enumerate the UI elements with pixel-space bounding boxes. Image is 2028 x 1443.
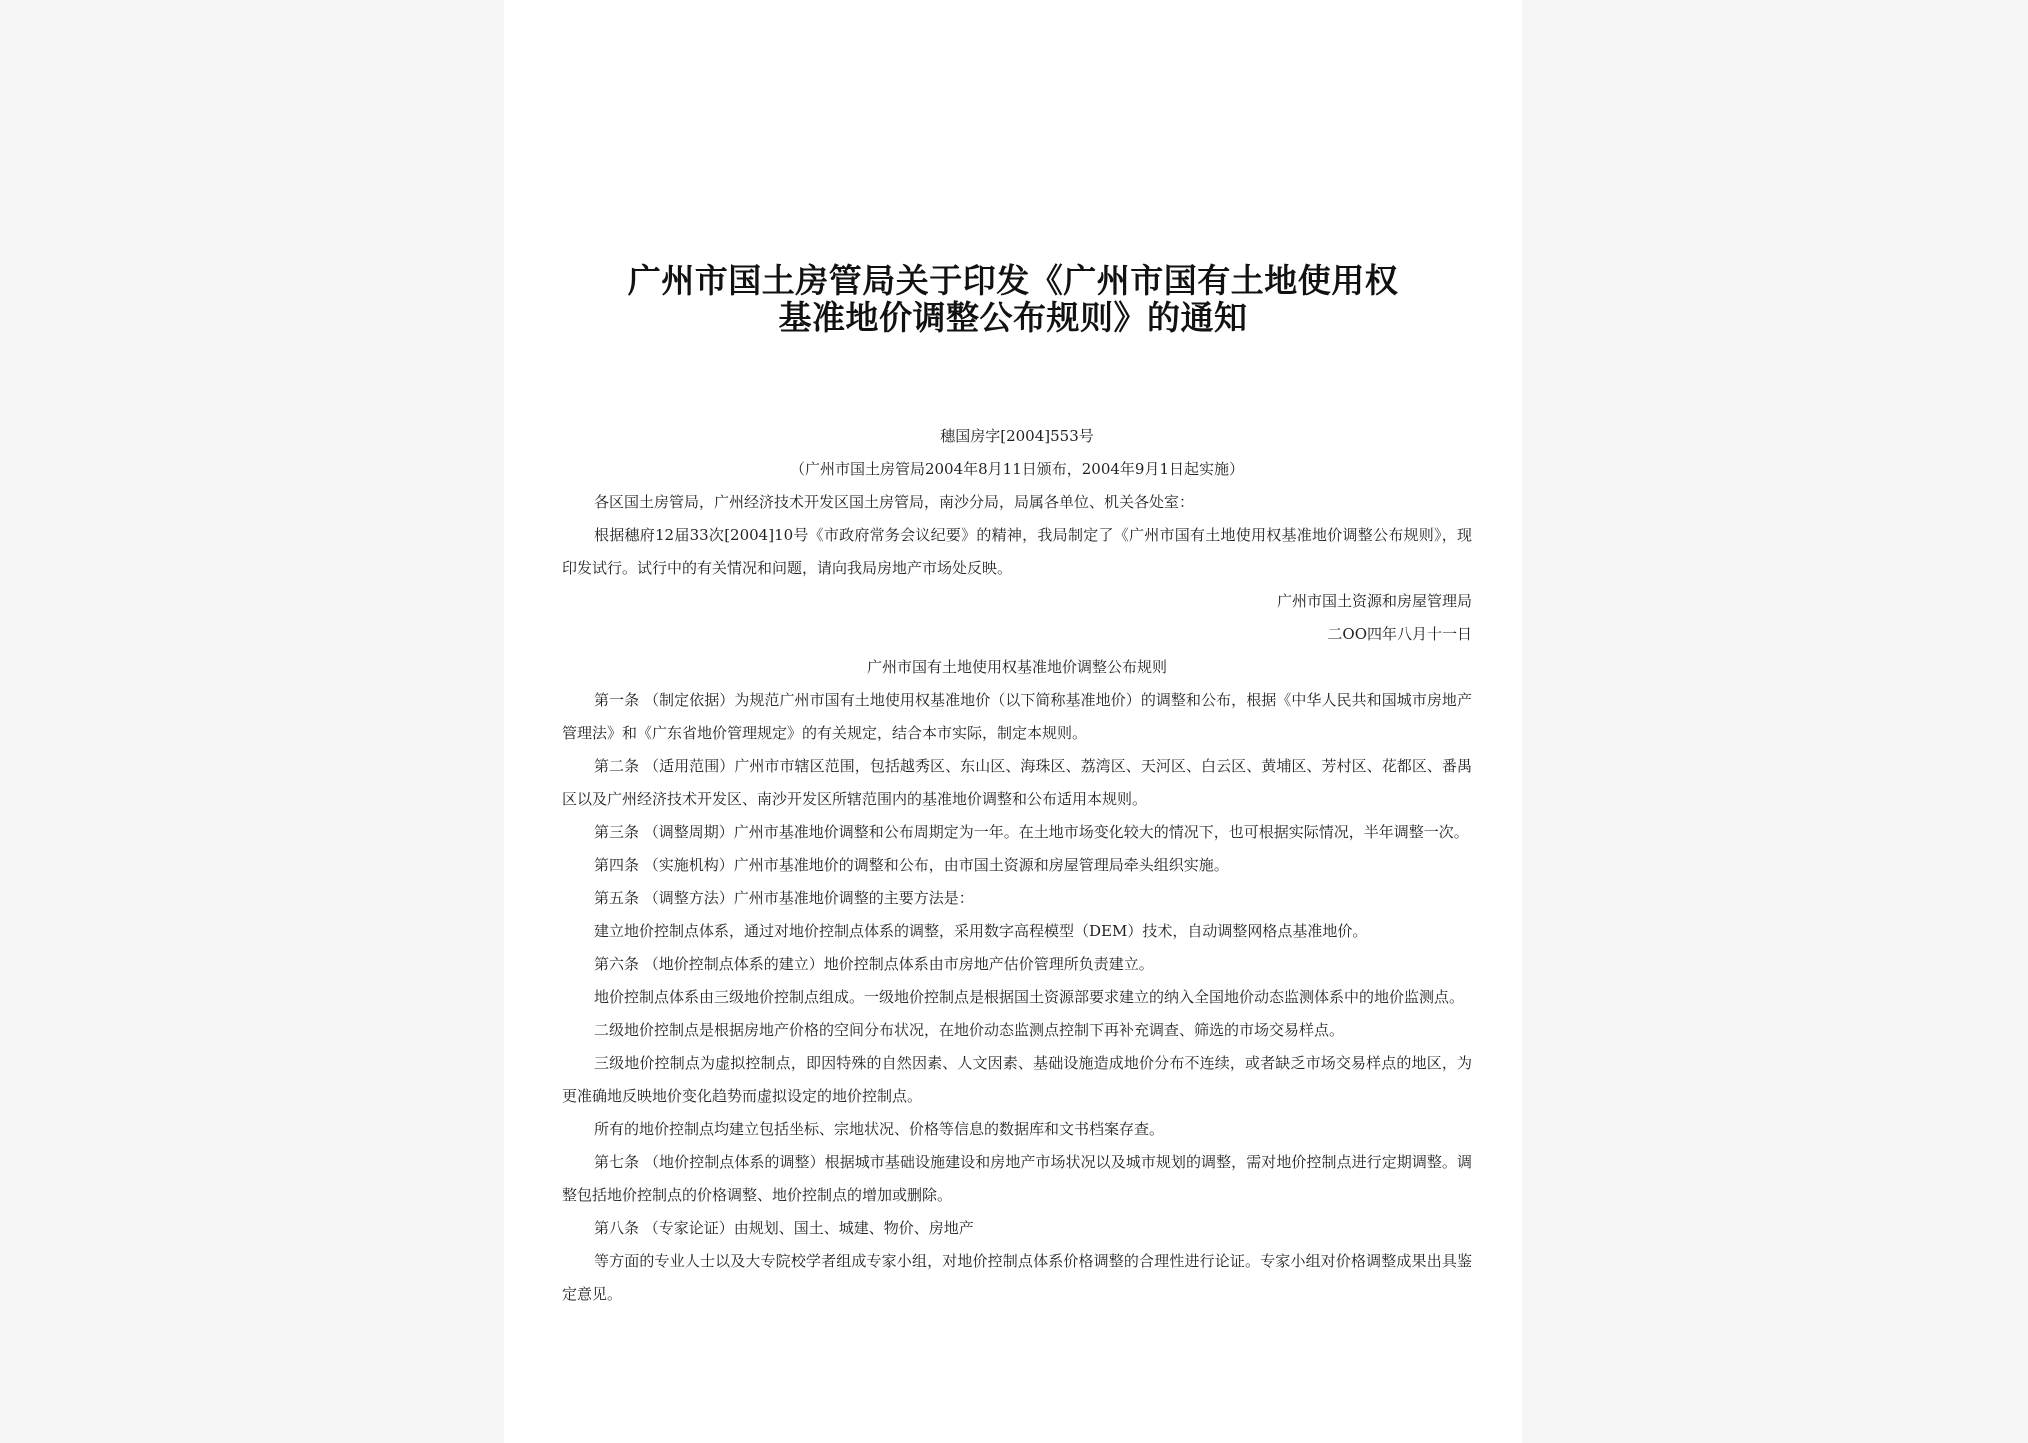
title-line-1: 广州市国土房管局关于印发《广州市国有土地使用权 xyxy=(627,261,1399,300)
article-8: 第八条 （专家论证）由规划、国土、城建、物价、房地产 xyxy=(594,1219,974,1237)
article-7: 第七条 （地价控制点体系的调整）根据城市基础设施建设和房地产市场状况以及城市规划的调整，需对地价控制点进行定期调整。调整包括地价控制点的价格调整、地价控制点的增加或删除。 xyxy=(562,1153,1472,1204)
document-body xyxy=(562,420,1472,1311)
article-4: 第四条 （实施机构）广州市基准地价的调整和公布，由市国土资源和房屋管理局牵头组织实施。 xyxy=(594,856,1229,874)
article-6-level3: 三级地价控制点为虚拟控制点，即因特殊的自然因素、人文因素、基础设施造成地价分布不连续，或者缺乏市场交易样点的地区，为更准确地反映地价变化趋势而虚拟设定的地价控制点。 xyxy=(562,1054,1472,1105)
article-6-level2: 二级地价控制点是根据房地产价格的空间分布状况，在地价动态监测点控制下再补充调查、筛选的市场交易样点。 xyxy=(594,1021,1345,1039)
signature-org: 广州市国土资源和房屋管理局 xyxy=(1276,592,1472,610)
rules-title: 广州市国有土地使用权基准地价调整公布规则 xyxy=(866,658,1167,676)
article-8-expert-group: 等方面的专业人士以及大专院校学者组成专家小组，对地价控制点体系价格调整的合理性进行论证。专家小组对价格调整成果出具鉴定意见。 xyxy=(562,1252,1472,1303)
article-1: 第一条 （制定依据）为规范广州市国有土地使用权基准地价（以下简称基准地价）的调整和公布，根据《中华人民共和国城市房地产管理法》和《广东省地价管理规定》的有关规定，结合本市实际，制定本规则。 xyxy=(562,691,1472,742)
doc-number: 穗国房字[2004]553号 xyxy=(940,427,1094,445)
article-6: 第六条 （地价控制点体系的建立）地价控制点体系由市房地产估价管理所负责建立。 xyxy=(594,955,1154,973)
document-page xyxy=(504,0,1522,1443)
issue-note: （广州市国土房管局2004年8月11日颁布，2004年9月1日起实施） xyxy=(789,460,1245,478)
addressee: 各区国土房管局，广州经济技术开发区国土房管局，南沙分局，局属各单位、机关各处室： xyxy=(594,493,1195,511)
article-5: 第五条 （调整方法）广州市基准地价调整的主要方法是： xyxy=(594,889,974,907)
article-5-method: 建立地价控制点体系，通过对地价控制点体系的调整，采用数字高程模型（DEM）技术，自动调整网格点基准地价。 xyxy=(594,922,1368,940)
article-6-database: 所有的地价控制点均建立包括坐标、宗地状况、价格等信息的数据库和文书档案存查。 xyxy=(594,1120,1165,1138)
article-3: 第三条 （调整周期）广州市基准地价调整和公布周期定为一年。在土地市场变化较大的情况下，也可根据实际情况，半年调整一次。 xyxy=(594,823,1469,841)
signature-date: 二OO四年八月十一日 xyxy=(1327,625,1472,643)
document-title xyxy=(504,262,1522,336)
article-2: 第二条 （适用范围）广州市市辖区范围，包括越秀区、东山区、海珠区、荔湾区、天河区、白云区、黄埔区、芳村区、花都区、番禺区以及广州经济技术开发区、南沙开发区所辖范围内的基准地价调整和公布适用本规则。 xyxy=(562,757,1472,808)
article-6-levels: 地价控制点体系由三级地价控制点组成。一级地价控制点是根据国土资源部要求建立的纳入全国地价动态监测体系中的地价监测点。 xyxy=(594,988,1465,1006)
title-line-2: 基准地价调整公布规则》的通知 xyxy=(778,298,1248,337)
intro-paragraph: 根据穗府12届33次[2004]10号《市政府常务会议纪要》的精神，我局制定了《广州市国有土地使用权基准地价调整公布规则》，现印发试行。试行中的有关情况和问题，请向我局房地产市场处反映。 xyxy=(562,526,1472,577)
